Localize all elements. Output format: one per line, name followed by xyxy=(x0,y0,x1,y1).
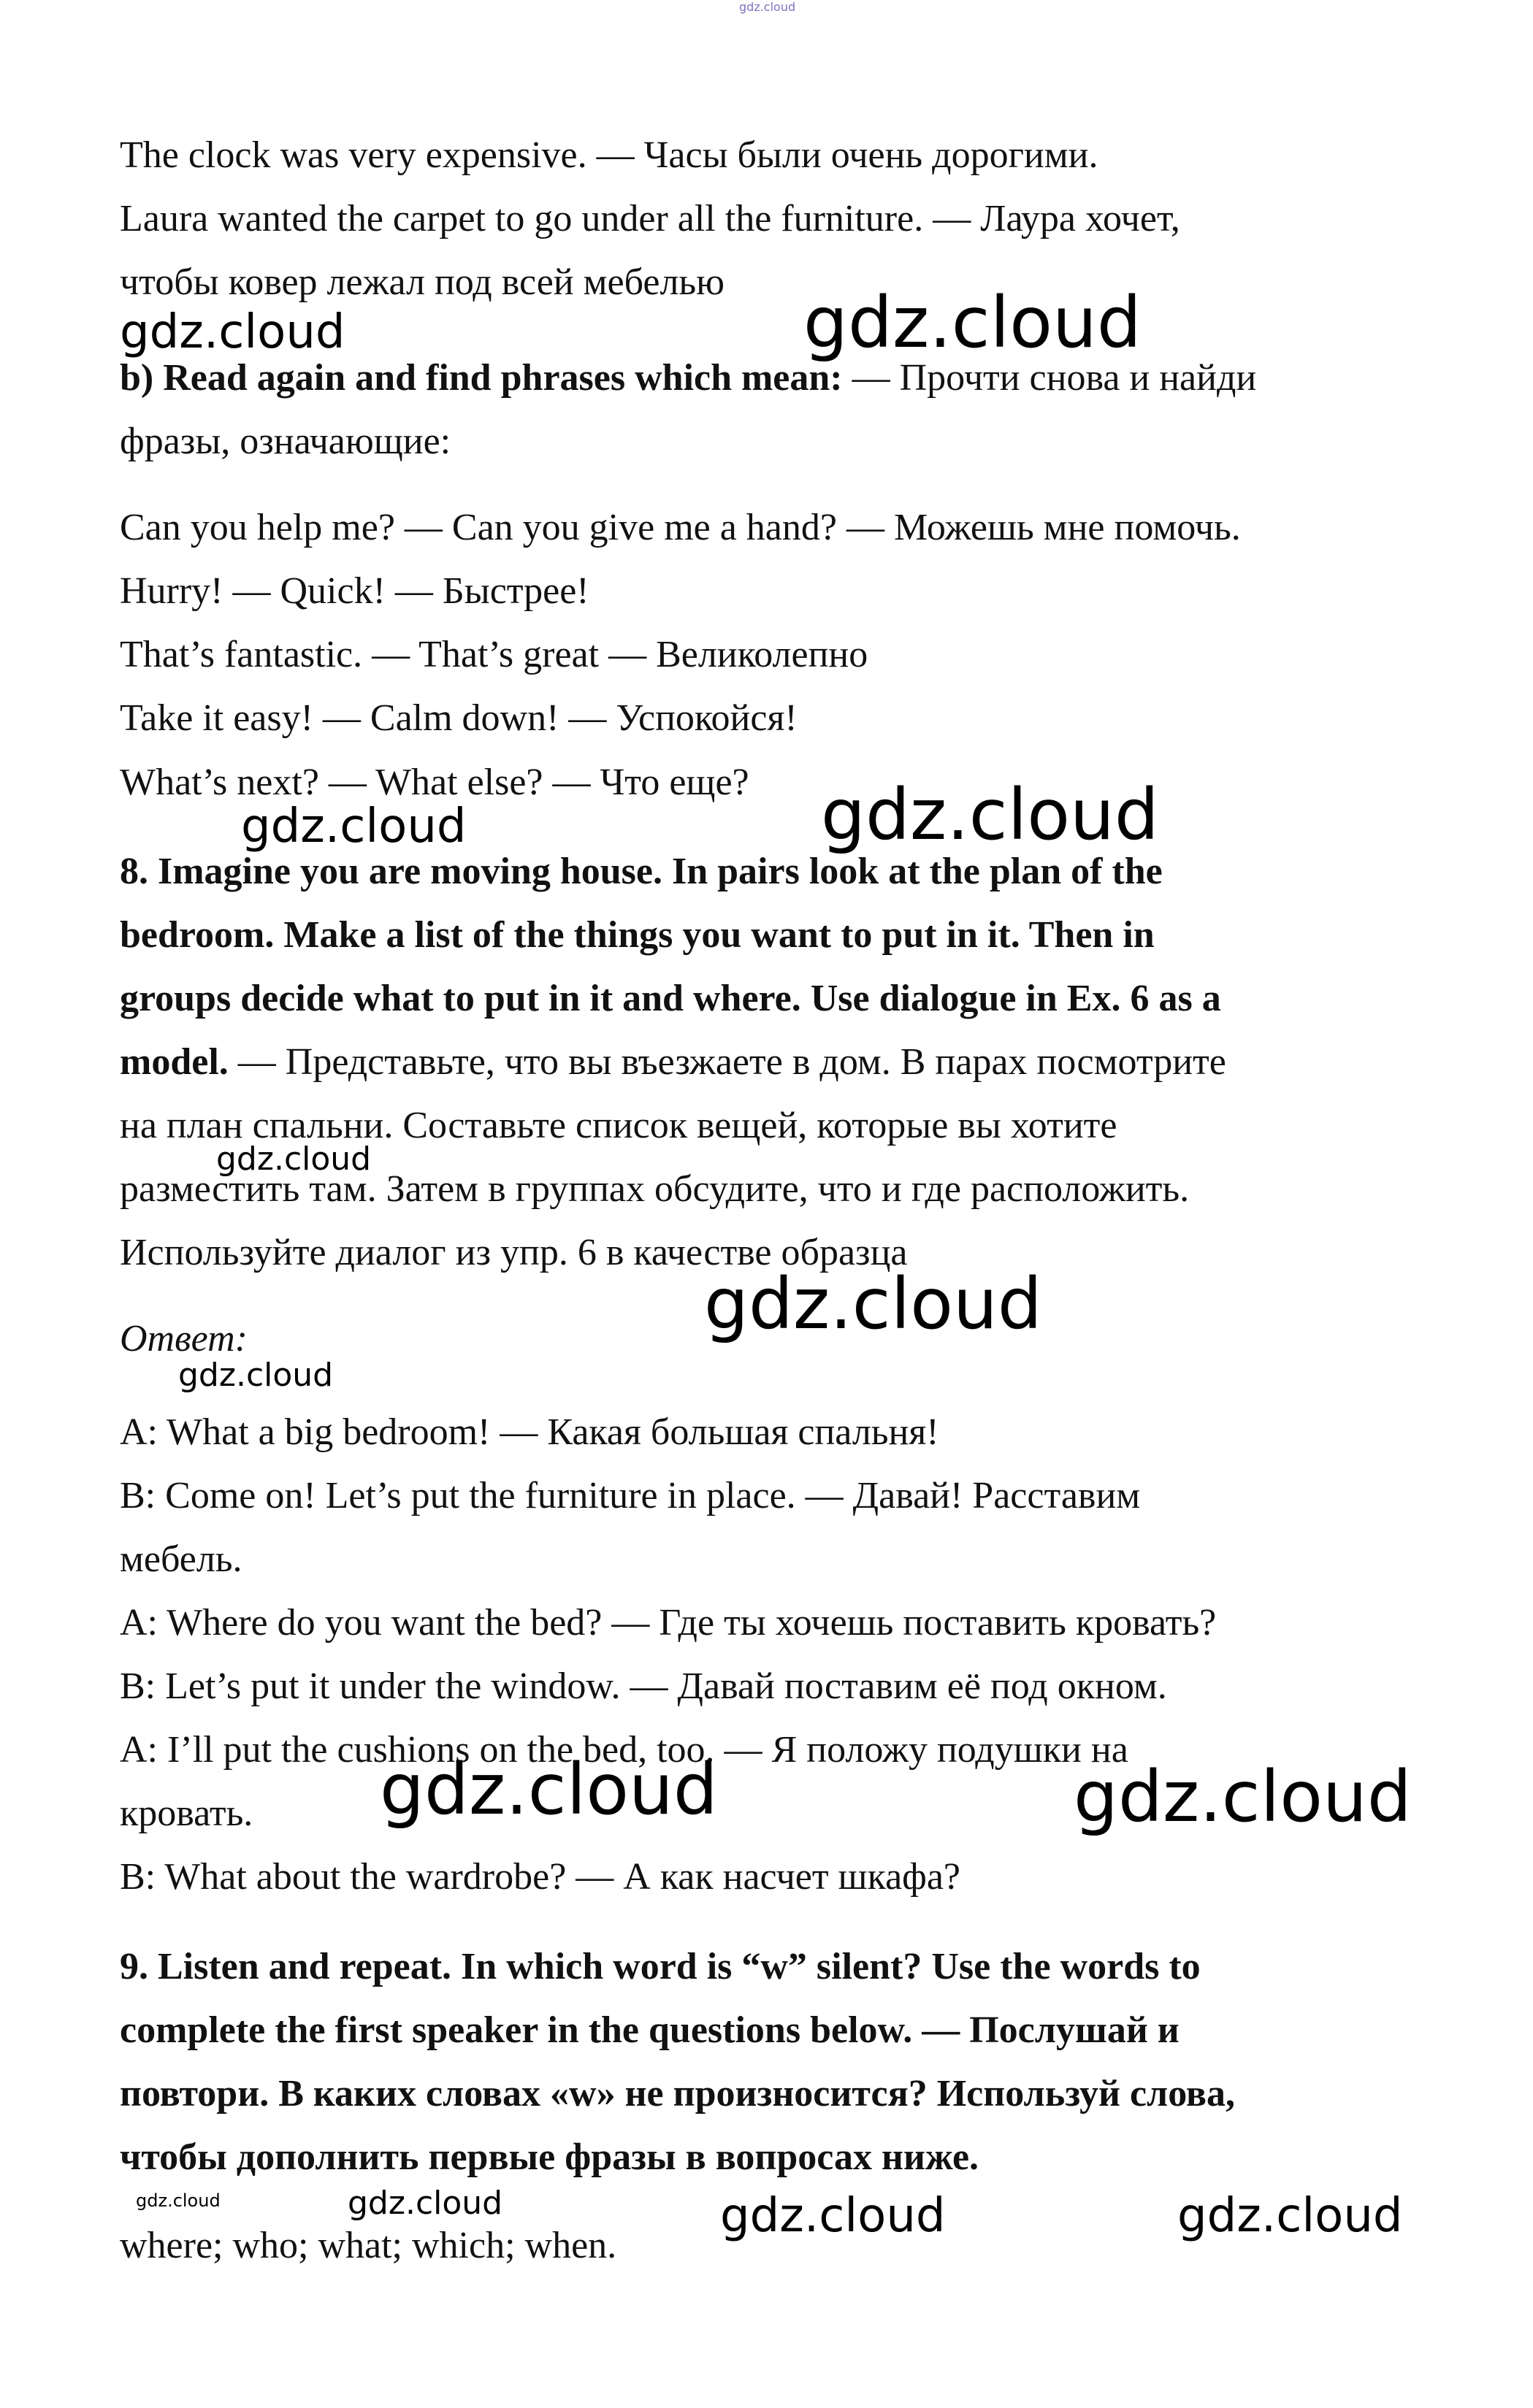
dialogue-line: кровать. xyxy=(120,1792,253,1834)
text-line: чтобы ковер лежал под всей мебелью xyxy=(120,261,725,303)
word-list: where; who; what; which; when. xyxy=(120,2225,617,2266)
exercise-8-translation: Используйте диалог из упр. 6 в качестве образца xyxy=(120,1232,908,1273)
dialogue-line: A: Where do you want the bed? — Где ты хочешь поставить кровать? xyxy=(120,1602,1217,1644)
exercise-9-instruction: complete the first speaker in the questions below. — Послушай и xyxy=(120,2009,1180,2051)
exercise-8-instruction-bold: model. xyxy=(120,1041,229,1083)
watermark: gdz.cloud xyxy=(704,1263,1042,1345)
watermark: gdz.cloud xyxy=(821,774,1159,856)
watermark: gdz.cloud xyxy=(380,1749,718,1830)
phrase-item: Hurry! — Quick! — Быстрее! xyxy=(120,570,589,612)
exercise-8-instruction: groups decide what to put in it and where. Use dialogue in Ex. 6 as a xyxy=(120,978,1221,1019)
watermark: gdz.cloud xyxy=(720,2189,946,2243)
watermark: gdz.cloud xyxy=(178,1357,334,1394)
exercise-9-instruction: повтори. В каких словах «w» не произносится? Используй слова, xyxy=(120,2073,1236,2114)
phrase-item: That’s fantastic. — That’s great — Великолепно xyxy=(120,634,868,675)
watermark: gdz.cloud xyxy=(241,800,467,854)
exercise-9-instruction: чтобы дополнить первые фразы в вопросах ниже. xyxy=(120,2136,979,2178)
watermark: gdz.cloud xyxy=(136,2190,221,2211)
phrase-item: Can you help me? — Can you give me a hand? — Можешь мне помочь. xyxy=(120,507,1241,548)
watermark-top: gdz.cloud xyxy=(739,0,796,14)
dialogue-line: A: What a big bedroom! — Какая большая спальня! xyxy=(120,1411,939,1453)
dialogue-line: B: Let’s put it under the window. — Давай поставим её под окном. xyxy=(120,1665,1167,1707)
dialogue-line: B: What about the wardrobe? — А как насчет шкафа? xyxy=(120,1856,961,1898)
exercise-8-translation: на план спальни. Составьте список вещей, которые вы хотите xyxy=(120,1105,1117,1146)
section-b-heading-line2: фразы, означающие: xyxy=(120,421,451,462)
dialogue-line: мебель. xyxy=(120,1538,242,1580)
text-line: The clock was very expensive. — Часы были очень дорогими. xyxy=(120,134,1098,176)
exercise-8-translation: разместить там. Затем в группах обсудите, что и где расположить. xyxy=(120,1168,1190,1210)
watermark: gdz.cloud xyxy=(348,2185,503,2222)
phrase-item: What’s next? — What else? — Что еще? xyxy=(120,762,749,803)
exercise-8-translation: — Представьте, что вы въезжаете в дом. В парах посмотрите xyxy=(228,1041,1226,1083)
section-b-heading xyxy=(120,356,1256,399)
watermark: gdz.cloud xyxy=(120,305,345,359)
exercise-8-instruction: 8. Imagine you are moving house. In pairs look at the plan of the xyxy=(120,851,1163,892)
watermark: gdz.cloud xyxy=(1074,1756,1412,1838)
section-b-heading-bold: b) Read again and find phrases which mean: xyxy=(120,357,843,399)
section-b-heading-translation: — Прочти снова и найди xyxy=(842,357,1257,399)
exercise-9-instruction: 9. Listen and repeat. In which word is “w” silent? Use the words to xyxy=(120,1946,1201,1987)
exercise-8-instruction-mixed xyxy=(120,1040,1226,1084)
phrase-item: Take it easy! — Calm down! — Успокойся! xyxy=(120,697,798,739)
answer-label: Ответ: xyxy=(120,1318,248,1360)
text-line: Laura wanted the carpet to go under all the furniture. — Лаура хочет, xyxy=(120,198,1180,239)
watermark: gdz.cloud xyxy=(803,282,1142,364)
exercise-8-instruction: bedroom. Make a list of the things you want to put in it. Then in xyxy=(120,914,1155,956)
dialogue-line: A: I’ll put the cushions on the bed, too. — Я положу подушки на xyxy=(120,1729,1128,1771)
watermark: gdz.cloud xyxy=(1177,2189,1403,2243)
dialogue-line: B: Come on! Let’s put the furniture in place. — Давай! Расставим xyxy=(120,1475,1141,1516)
watermark: gdz.cloud xyxy=(216,1140,372,1178)
